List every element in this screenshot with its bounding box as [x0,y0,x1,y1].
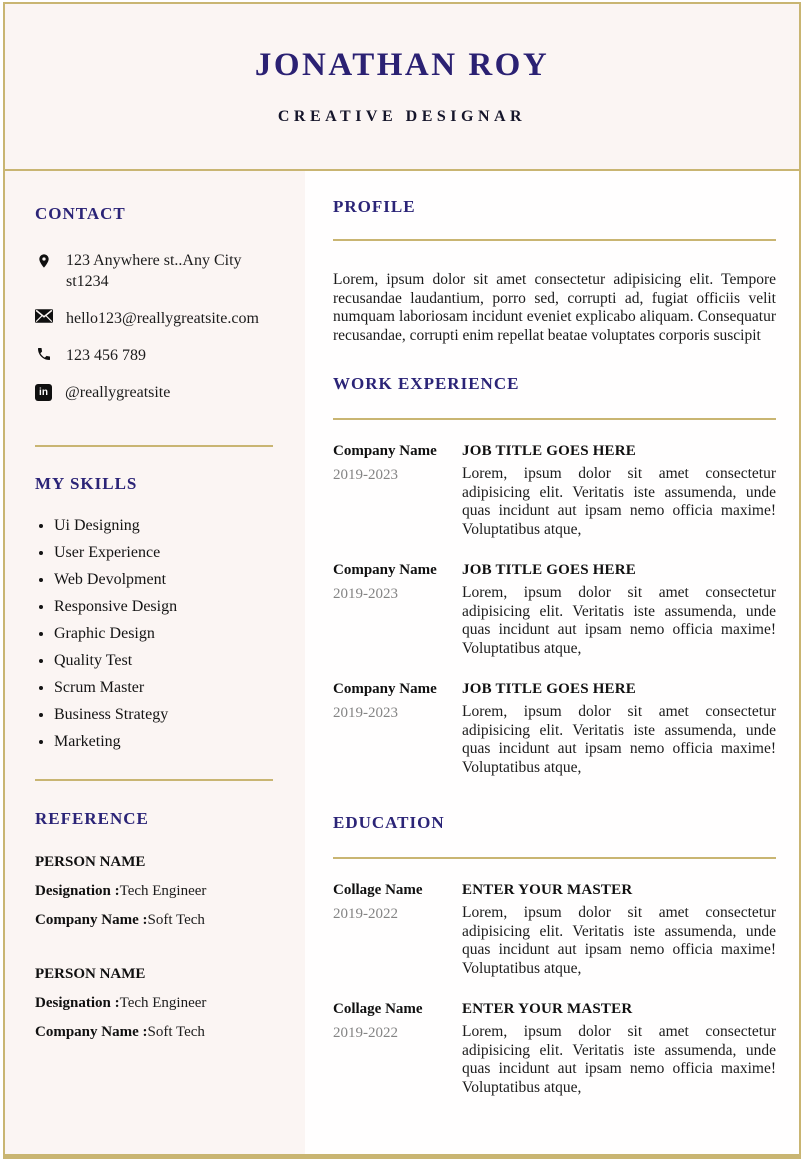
skill-item: • Scrum Master [54,679,278,697]
education-entry-right [462,1001,776,1097]
reference-person-name: PERSON NAME [35,854,146,870]
education-heading: EDUCATION [333,813,445,832]
skill-item: • Graphic Design [54,625,278,643]
education-entry-left [333,882,462,978]
reference-designation: Designation :Tech Engineer [35,995,207,1011]
job-title: JOB TITLE GOES HERE [462,681,637,697]
education-period: 2019-2022 [333,1025,398,1041]
section-divider [333,857,776,859]
sidebar [5,171,305,1154]
degree-description: Lorem, ipsum dolor sit amet consectetur adipisicing elit. Veritatis iste assumenda, unde quas incidunt aut ipsam nemo officia maxime! Voluptatibus atque, [462,1023,776,1096]
work-entry-left [333,443,462,539]
contact-item-linkedin [35,382,278,403]
section-divider [333,418,776,420]
work-entry-left [333,681,462,777]
education-entry-left [333,1001,462,1097]
phone-icon [35,346,53,362]
contact-item-address [35,250,278,292]
reference-designation: Designation :Tech Engineer [35,883,207,899]
envelope-icon [35,309,53,323]
work-entry [333,681,776,777]
education-entry-right [462,882,776,978]
degree-description: Lorem, ipsum dolor sit amet consectetur adipisicing elit. Veritatis iste assumenda, unde quas incidunt aut ipsam nemo officia maxime! Voluptatibus atque, [462,904,776,977]
college-name: Collage Name [333,1001,423,1017]
job-description: Lorem, ipsum dolor sit amet consectetur adipisicing elit. Veritatis iste assumenda, unde quas incidunt aut ipsam nemo officia maxime! Voluptatibus atque, [462,584,776,657]
skill-item: • Quality Test [54,652,278,670]
work-period: 2019-2023 [333,467,398,483]
skill-item: • Responsive Design [54,598,278,616]
profile-text: Lorem, ipsum dolor sit amet consectetur adipisicing elit. Tempore recusandae laudantium, porro sed, corrupti ad, fugiat officiis velit numquam laboriosam incidunt eveniet explicabo aliquam. Consequatur recusandae, corrupti enim repellat beatae voluptates corporis suscipit [333,271,776,344]
reference-person-name: PERSON NAME [35,966,146,982]
degree-title: ENTER YOUR MASTER [462,1001,633,1017]
work-entry [333,443,776,539]
linkedin-icon: in [35,384,52,401]
contact-email-text: hello123@reallygreatsite.com [66,310,259,327]
work-period: 2019-2023 [333,586,398,602]
job-description: Lorem, ipsum dolor sit amet consectetur adipisicing elit. Veritatis iste assumenda, unde quas incidunt aut ipsam nemo officia maxime! Voluptatibus atque, [462,465,776,538]
college-name: Collage Name [333,882,423,898]
body [5,171,799,1154]
education-period: 2019-2022 [333,906,398,922]
sidebar-divider [35,779,273,781]
skill-item: • Ui Designing [54,517,278,535]
skill-item: • Business Strategy [54,706,278,724]
person-name: JONATHAN ROY [254,47,550,83]
job-title: JOB TITLE GOES HERE [462,443,637,459]
profile-heading: PROFILE [333,197,416,216]
contact-heading: CONTACT [35,204,126,223]
skills-list [35,517,278,751]
resume-page [3,2,801,1159]
reference-company: Company Name :Soft Tech [35,1024,205,1040]
contact-address-text: 123 Anywhere st..Any City st1234 [66,252,242,290]
contact-phone-text: 123 456 789 [66,347,146,364]
reference-company: Company Name :Soft Tech [35,912,205,928]
work-entry-left [333,562,462,658]
job-description: Lorem, ipsum dolor sit amet consectetur adipisicing elit. Veritatis iste assumenda, unde quas incidunt aut ipsam nemo officia maxime! Voluptatibus atque, [462,703,776,776]
section-divider [333,239,776,241]
work-period: 2019-2023 [333,705,398,721]
reference-heading: REFERENCE [35,809,149,828]
company-name: Company Name [333,443,437,459]
company-name: Company Name [333,562,437,578]
degree-title: ENTER YOUR MASTER [462,882,633,898]
job-title: JOB TITLE GOES HERE [462,562,637,578]
contact-list [35,250,278,403]
contact-linkedin-text: @reallygreatsite [65,384,171,401]
skill-item: • User Experience [54,544,278,562]
contact-item-email [35,308,278,329]
person-role: CREATIVE DESIGNAR [277,108,527,125]
education-entry [333,882,776,978]
work-experience-heading: WORK EXPERIENCE [333,374,520,393]
work-entry [333,562,776,658]
skill-item: • Web Devolpment [54,571,278,589]
reference-entry [35,966,278,1041]
sidebar-divider [35,445,273,447]
skills-heading: MY SKILLS [35,474,138,493]
skill-item: • Marketing [54,733,278,751]
work-entry-right [462,443,776,539]
education-entry [333,1001,776,1097]
work-entry-right [462,681,776,777]
reference-entry [35,854,278,929]
work-entry-right [462,562,776,658]
main-content [305,171,799,1154]
header [5,4,799,171]
location-pin-icon [35,251,53,271]
contact-item-phone [35,345,278,366]
company-name: Company Name [333,681,437,697]
